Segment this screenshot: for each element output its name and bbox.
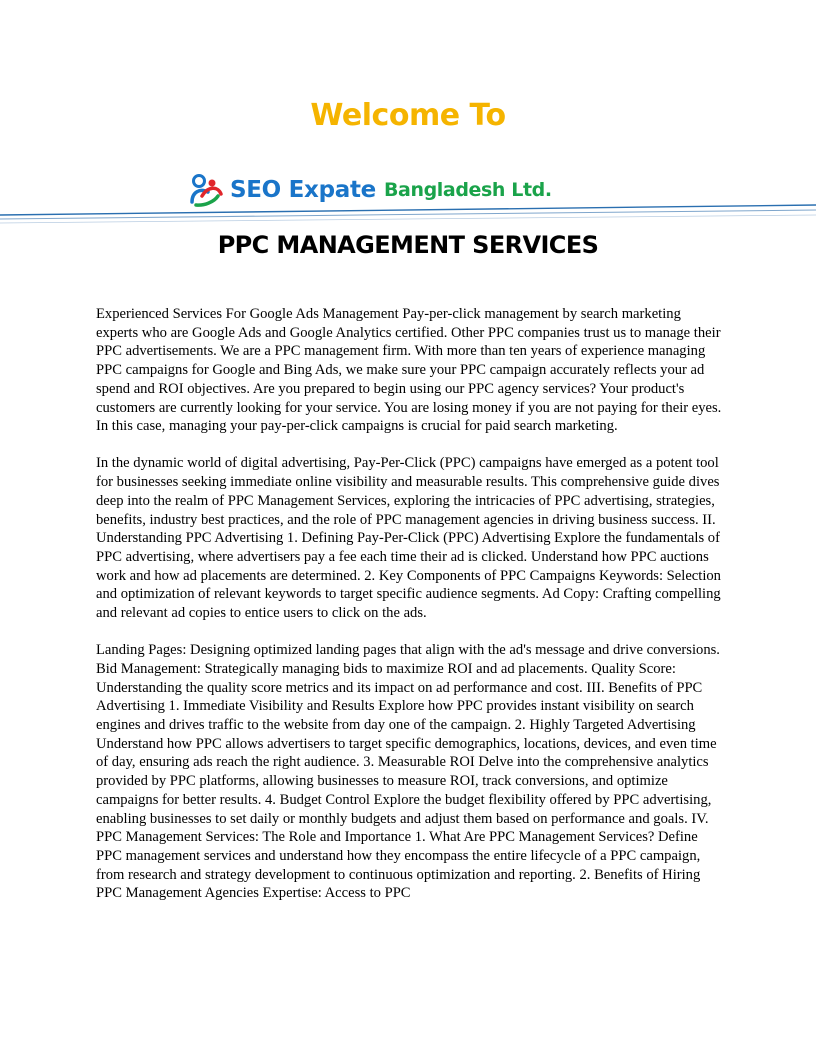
paragraph-benefits: Landing Pages: Designing optimized landing pages that align with the ad's message and drive conversions. Bid Management: Strategically managing bids to maximize ROI and ad placements. Quality Score: Understanding the quality score metrics and its impact on ad performance and cost. III. Benefits of PPC Advertising 1. Immediate Visibility and Results Explore how PPC provides instant visibility on search engines and drives traffic to the website from day one of the campaign. 2. Highly Targeted Advertising Understand how PPC allows advertisers to target specific demographics, locations, devices, and even time of day, ensuring ads reach the right audience. 3. Measurable ROI Delve into the comprehensive analytics provided by PPC platforms, allowing businesses to measure ROI, track conversions, and optimize campaigns for better results. 4. Budget Control Explore the budget flexibility offered by PPC advertising, enabling businesses to set daily or monthly budgets and adjust them based on performance and goals. IV. PPC Management Services: The Role and Importance 1. What Are PPC Management Services? Define PPC management services and understand how they encompass the entire lifecycle of a PPC campaign, from research and strategy development to continuous optimization and reporting. 2. Benefits of Hiring PPC Management Agencies Expertise: Access to PPC xyxy=(96,642,720,902)
article-body xyxy=(96,305,722,922)
header-divider xyxy=(0,201,816,227)
welcome-heading: Welcome To xyxy=(310,98,506,133)
paragraph-intro: Experienced Services For Google Ads Management Pay-per-click management by search marketing experts who are Google Ads and Google Analytics certified. Other PPC companies trust us to manage their PPC advertisements. We are a PPC management firm. With more than ten years of experience managing PPC campaigns for Google and Bing Ads, we make sure your PPC campaign accurately reflects your ad spend and ROI objectives. Are you prepared to begin using our PPC agency services? Your product's customers are currently looking for your service. You are losing money if you are not paying for their eyes. In this case, managing your pay-per-click campaigns is crucial for paid search marketing. xyxy=(96,306,722,435)
paragraph-understanding: In the dynamic world of digital advertising, Pay-Per-Click (PPC) campaigns have emerged as a potent tool for businesses seeking immediate online visibility and measurable results. This comprehensive guide dives deep into the realm of PPC Management Services, exploring the intricacies of PPC advertising, strategies, benefits, industry best practices, and the role of PPC management agencies in driving business success. II. Understanding PPC Advertising 1. Defining Pay-Per-Click (PPC) Advertising Explore the fundamentals of PPC advertising, where advertisers pay a fee each time their ad is clicked. Understand how PPC auctions work and how ad placements are determined. 2. Key Components of PPC Campaigns Keywords: Selection and optimization of relevant keywords to target specific audience segments. Ad Copy: Crafting compelling and relevant ad copies to entice users to click on the ads. xyxy=(96,455,721,622)
page-title: PPC MANAGEMENT SERVICES xyxy=(217,231,599,259)
logo-text-bangladesh: Bangladesh Ltd. xyxy=(383,179,552,201)
logo-text-seo-expate: SEO Expate xyxy=(230,177,376,203)
